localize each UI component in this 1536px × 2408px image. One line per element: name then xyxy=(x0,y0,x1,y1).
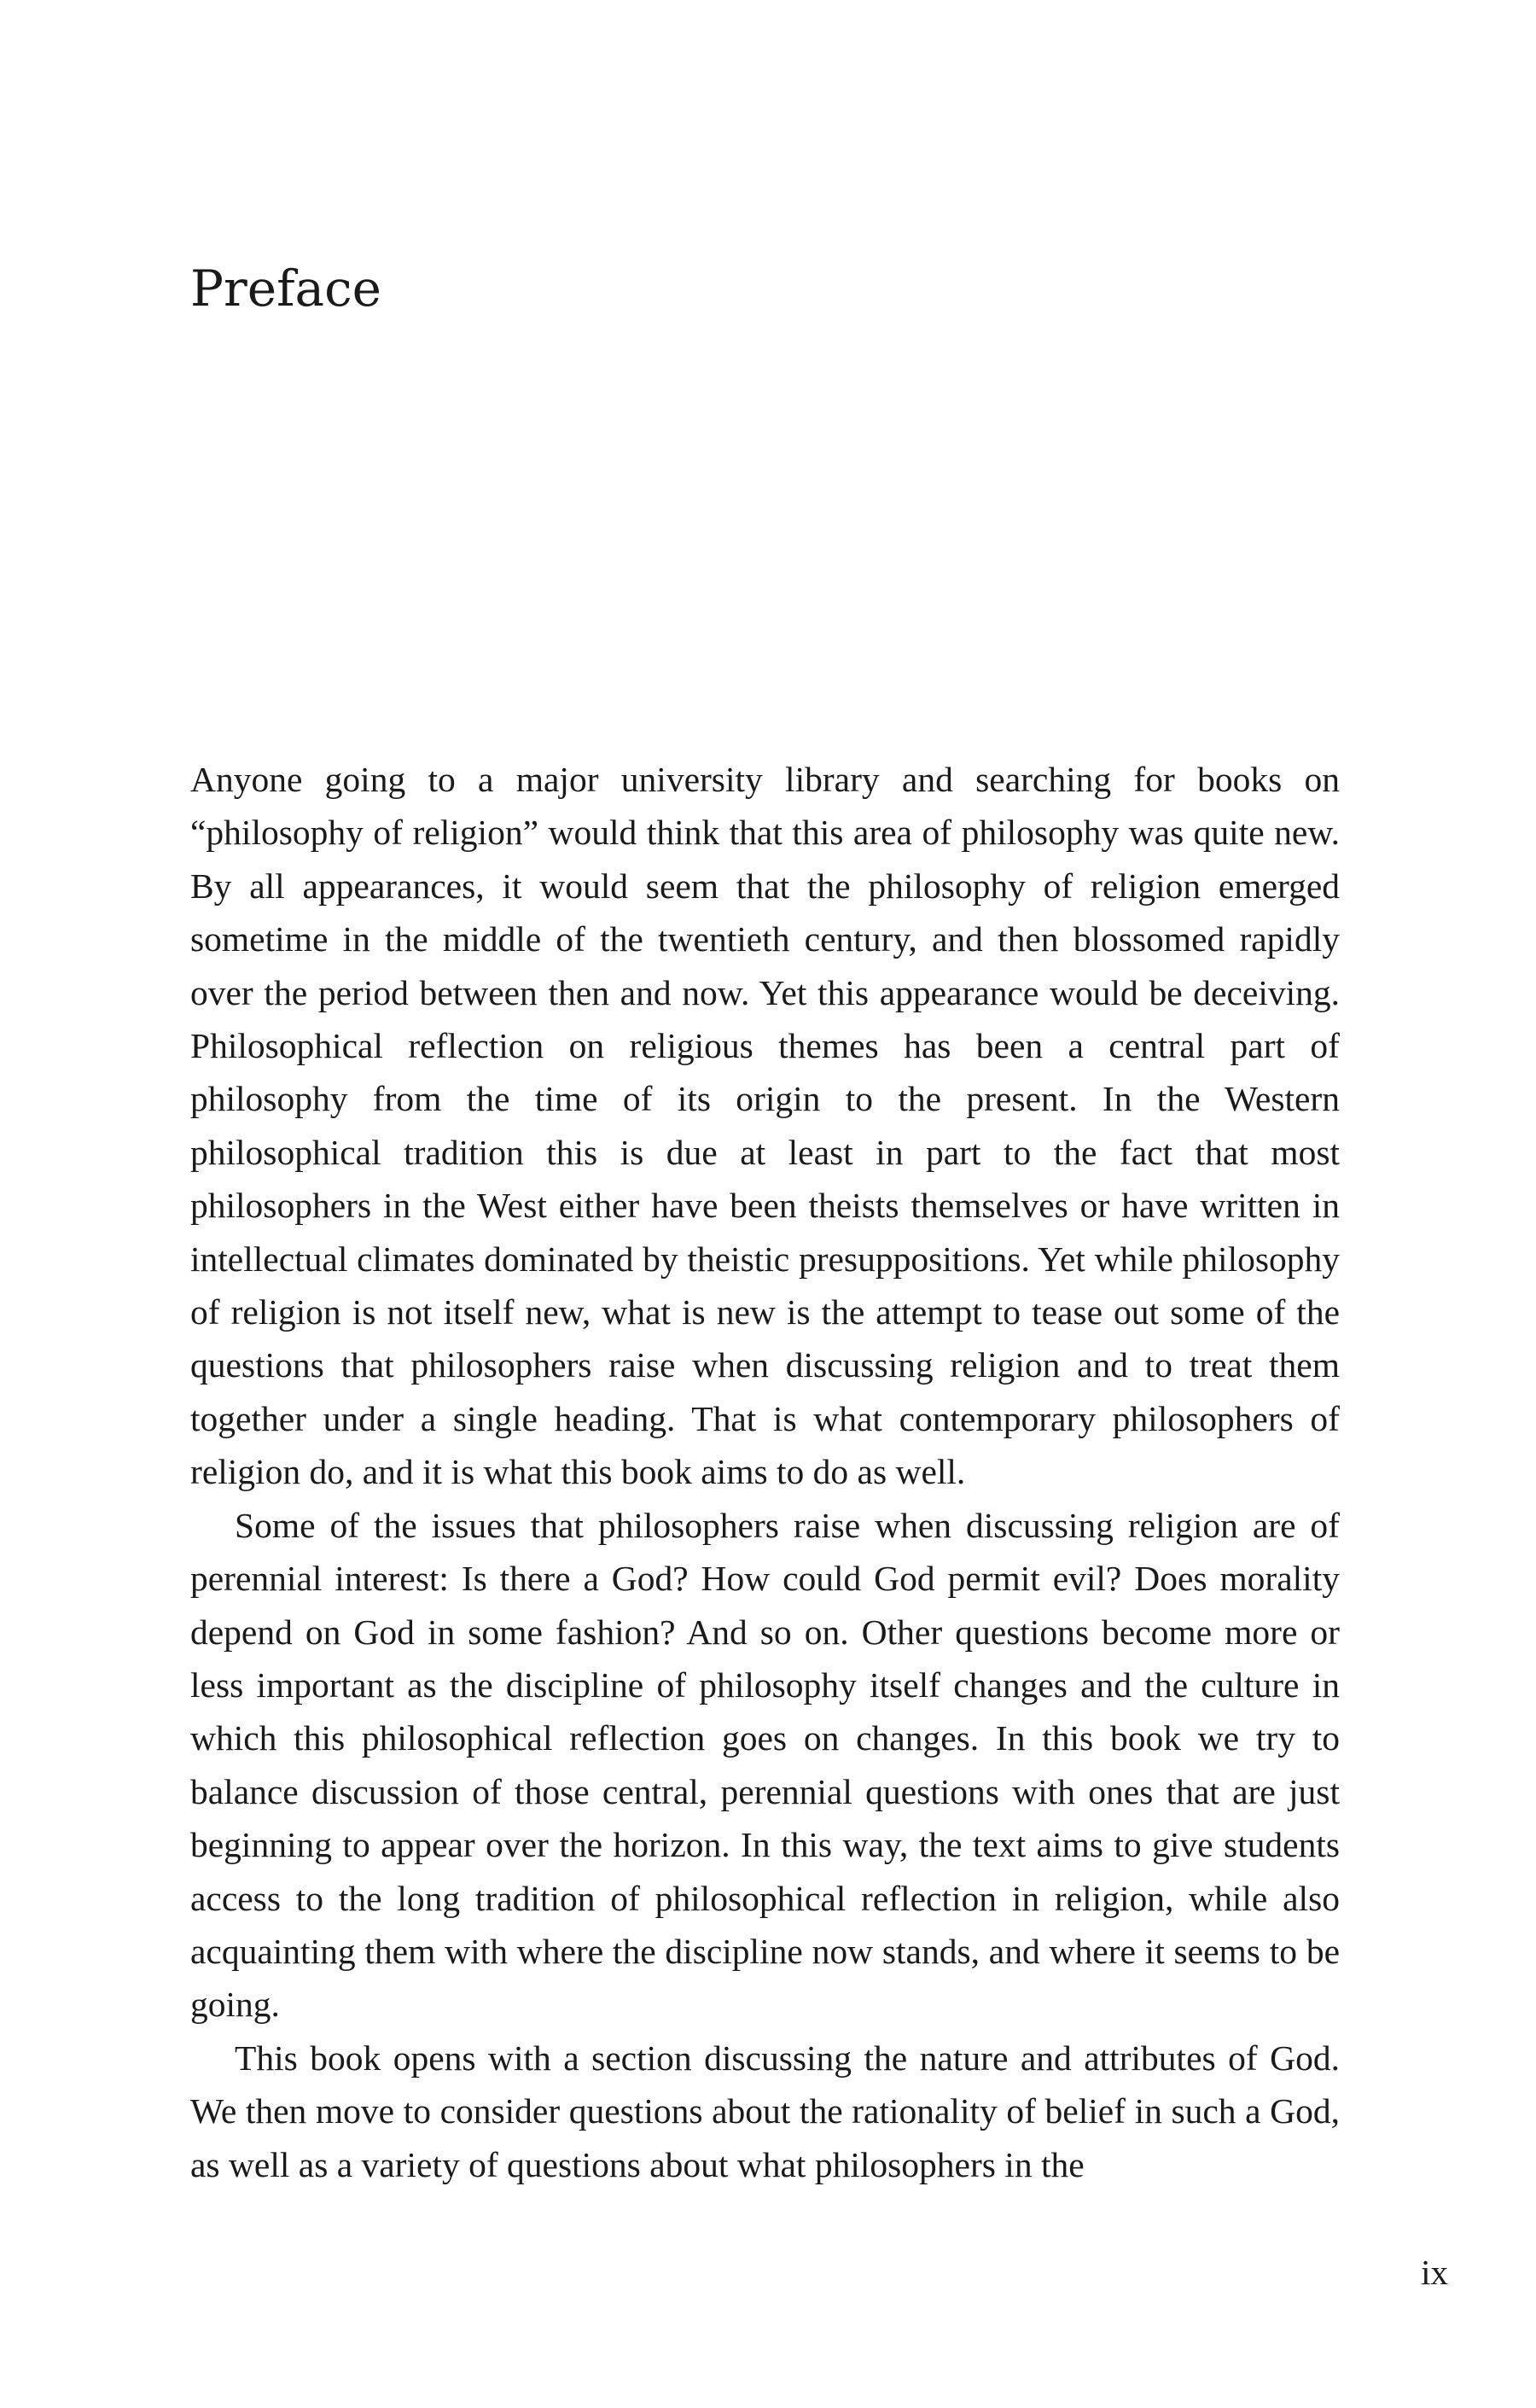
paragraph-1: Anyone going to a major university library and searching for books on “philosophy of religion” would think that this area of philosophy was quite new. By all appearances, it would seem that the philosophy of religion emerged sometime in the middle of the twentieth century, and then blossomed rapidly over the period between then and now. Yet this appearance would be deceiving. Philosophical reflection on religious themes has been a central part of philosophy from the time of its origin to the present. In the Western philosophical tradition this is due at least in part to the fact that most philosophers in the West either have been theists themselves or have written in intellectual climates dominated by theistic presuppositions. Yet while philosophy of religion is not itself new, what is new is the attempt to tease out some of the questions that philosophers raise when discussing religion and to treat them together under a single heading. That is what contemporary philosophers of religion do, and it is what this book aims to do as well. xyxy=(190,760,1340,1492)
paragraph-2: Some of the issues that philosophers raise when discussing religion are of perennial interest: Is there a God? How could God permit evil? Does morality depend on God in some fashion? And so on. Other questions become more or less important as the discipline of philosophy itself changes and the culture in which this philosophical reflection goes on changes. In this book we try to balance discussion of those central, perennial questions with ones that are just beginning to appear over the horizon. In this way, the text aims to give students access to the long tradition of philosophical reflection in religion, while also acquainting them with where the discipline now stands, and where it seems to be going. xyxy=(190,1505,1340,2025)
page-title: Preface xyxy=(190,259,381,318)
page-number: ix xyxy=(1421,2253,1448,2292)
paragraph-3: This book opens with a section discussing the nature and attributes of God. We then move to consider questions about the rationality of belief in such a God, as well as a variety of questions about what philosophers in the xyxy=(190,2038,1340,2184)
body-text xyxy=(190,753,1340,2191)
